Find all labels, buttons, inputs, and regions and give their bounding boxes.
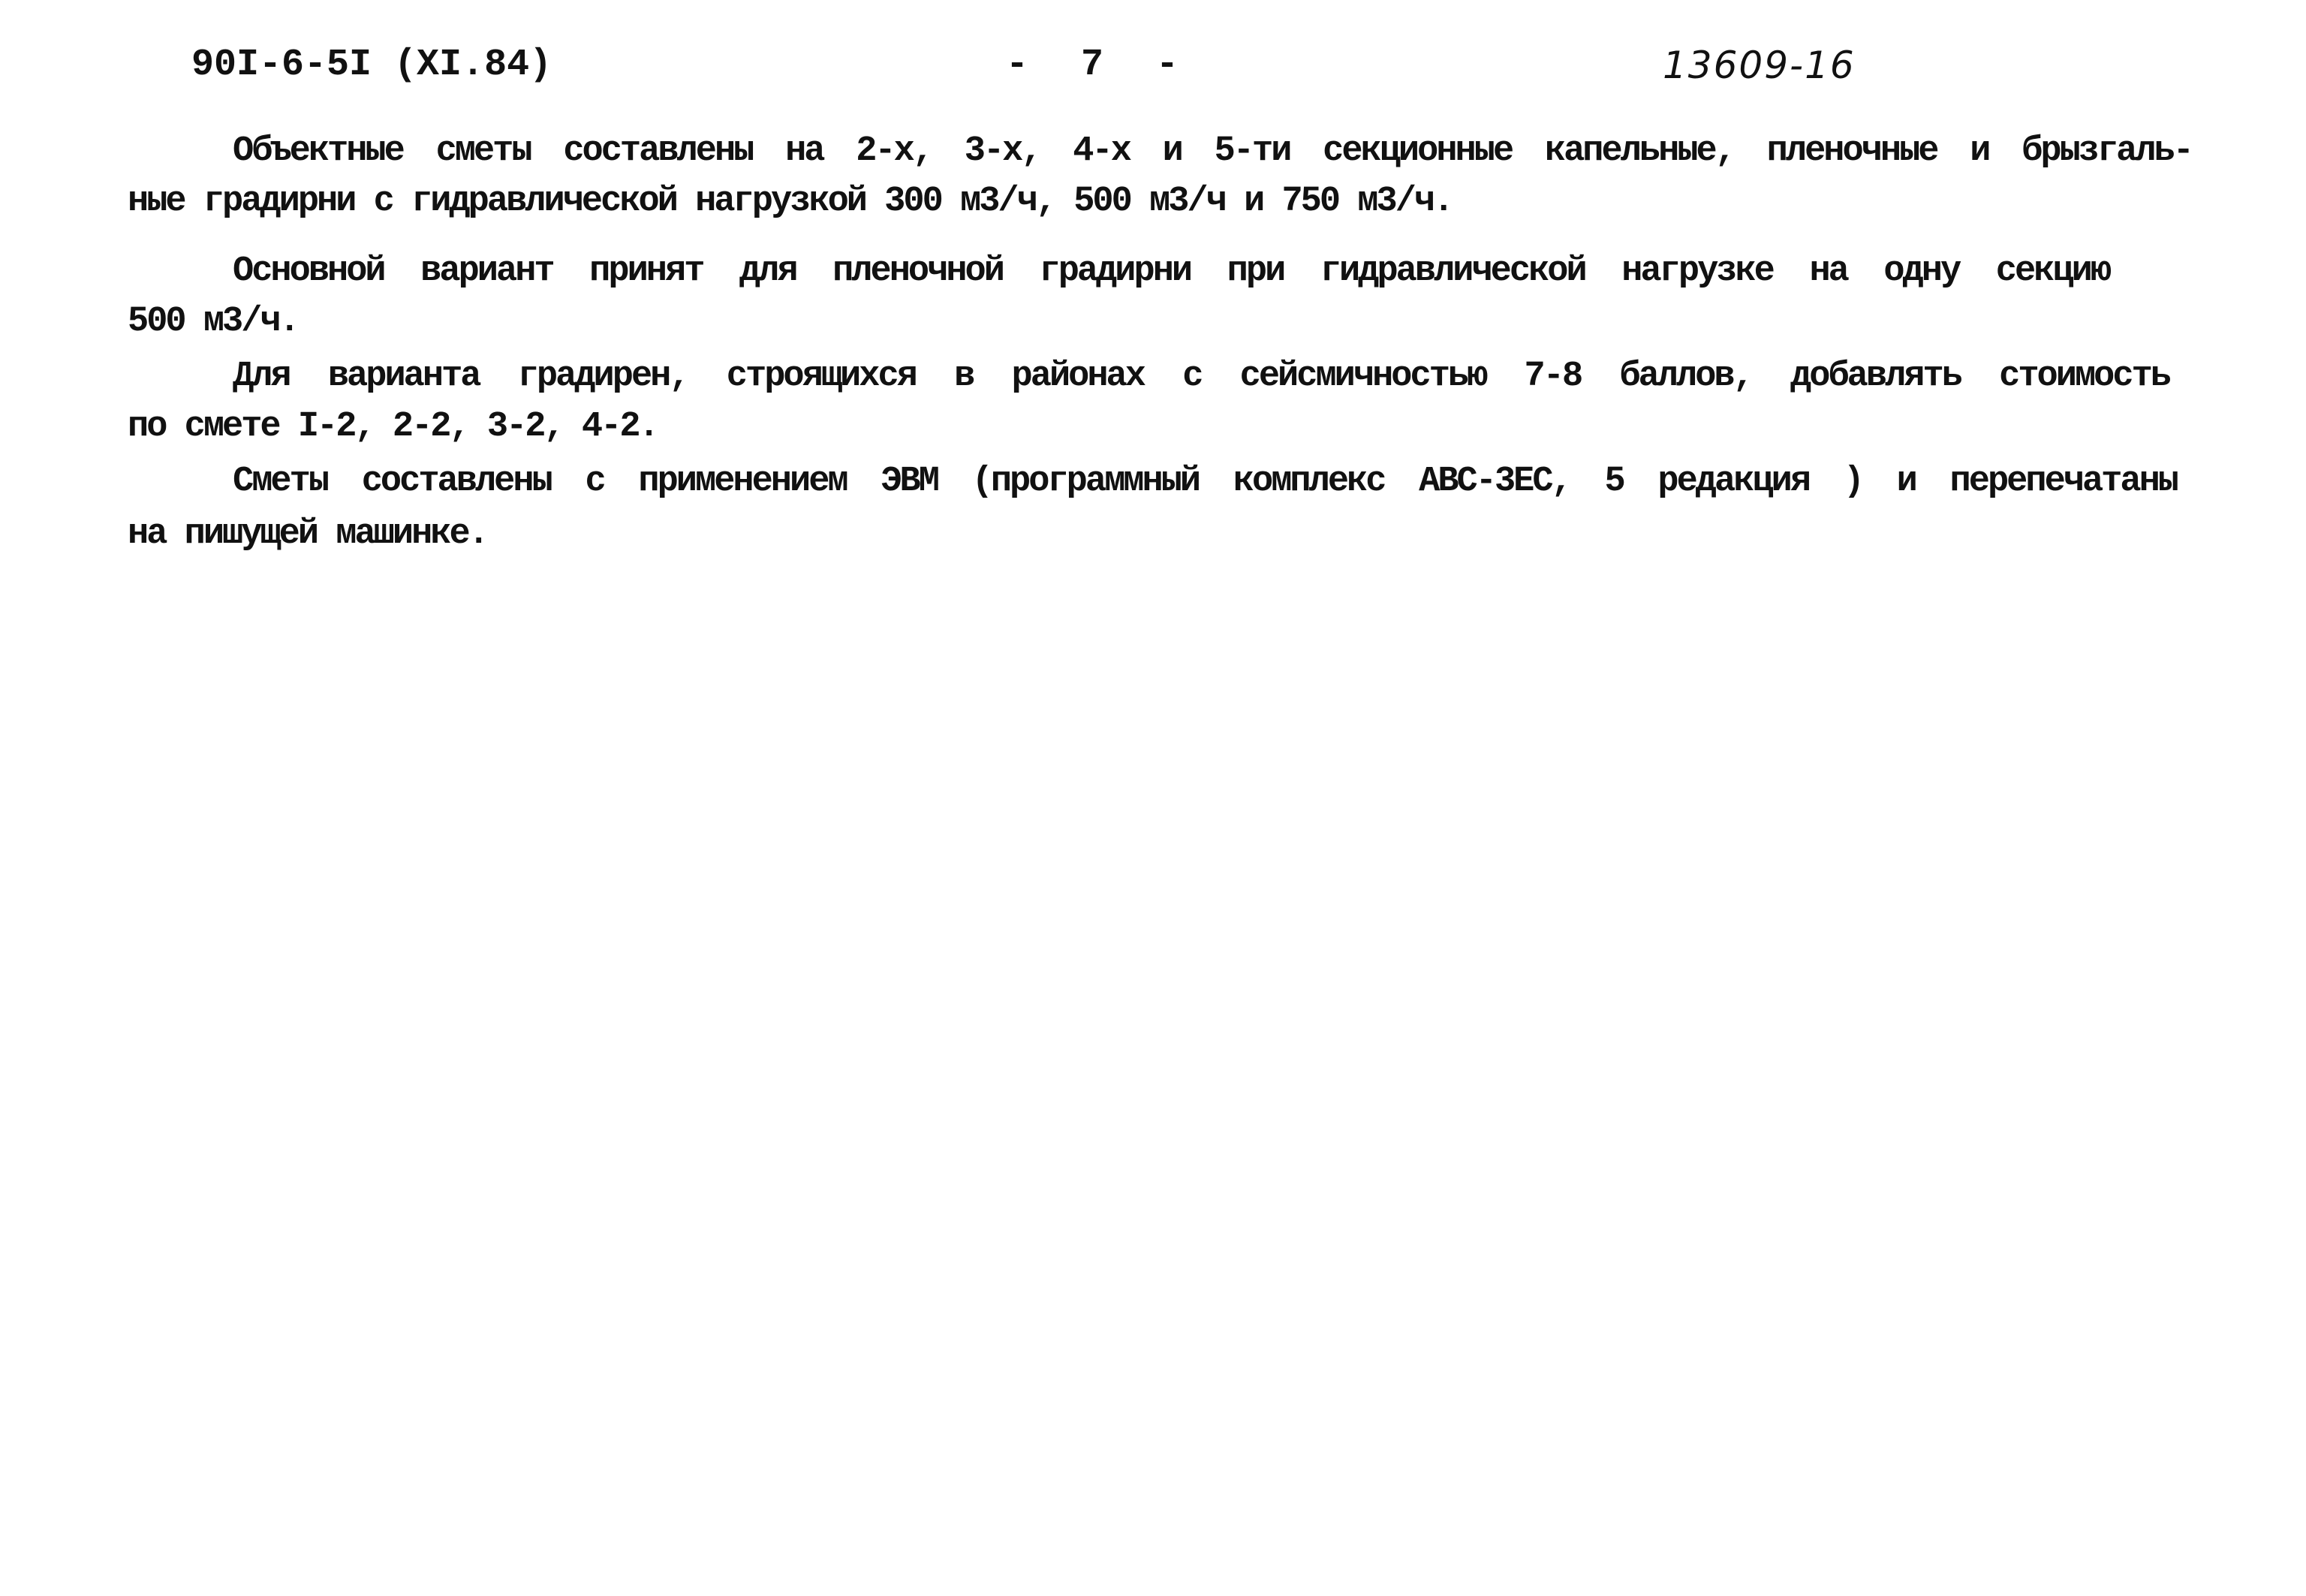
paragraph-4-line-1: Сметы составлены с применением ЭВМ (программный комплекс АВС-3ЕС, 5 редакция ) и перепечатаны bbox=[233, 462, 2177, 501]
paragraph-2-line-1: Основной вариант принят для пленочной градирни при гидравлической нагрузке на одну секцию bbox=[233, 251, 2109, 291]
paragraph-2-line-2: 500 м3/ч. bbox=[128, 302, 298, 342]
document-code: 90I-6-5I (XI.84) bbox=[191, 44, 552, 86]
paragraph-3-line-1: Для варианта градирен, строящихся в районах с сейсмичностью 7-8 баллов, добавлять стоимость bbox=[233, 357, 2169, 396]
paragraph-1-line-1: Объектные сметы составлены на 2-х, 3-х, 4-х и 5-ти секционные капельные, пленочные и брызгаль- bbox=[233, 131, 2192, 171]
paragraph-4-line-2: на пишущей машинке. bbox=[128, 514, 487, 554]
archive-number: 13609-16 bbox=[1663, 44, 1856, 87]
paragraph-1-line-2: ные градирни с гидравлической нагрузкой 300 м3/ч, 500 м3/ч и 750 м3/ч. bbox=[128, 182, 1453, 221]
page-number: - 7 - bbox=[1006, 44, 1194, 86]
paragraph-3-line-2: по смете I-2, 2-2, 3-2, 4-2. bbox=[128, 407, 658, 447]
